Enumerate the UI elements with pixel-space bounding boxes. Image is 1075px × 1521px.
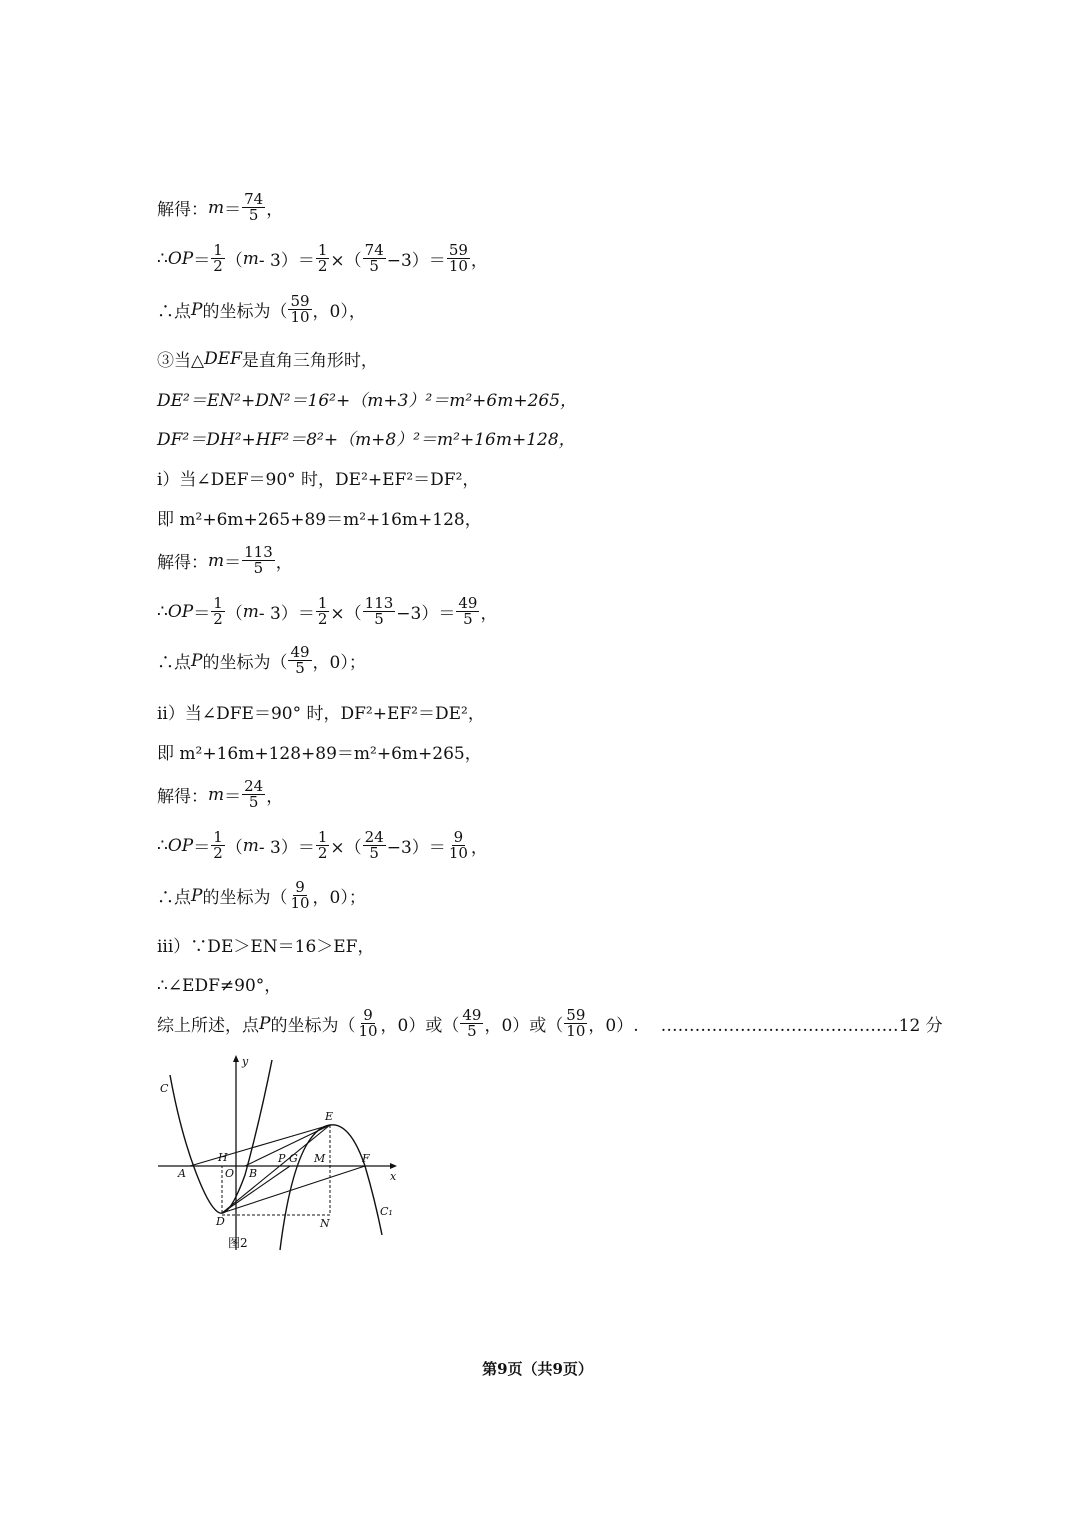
solution-line: ③当△ DEF 是直角三角形时， bbox=[157, 348, 378, 371]
solution-line: ∴∠EDF≠90°， bbox=[157, 976, 282, 996]
label-a: A bbox=[178, 1167, 186, 1180]
solution-line: ∴ OP ＝ $\frac{1}{2}$ （ m - 3）＝ $\frac{1}{2}$ ×（ $\frac{74}{5}$ −3）＝ $\frac{59}{10}$ ， bbox=[157, 241, 488, 275]
solution-line: DE²＝EN²+DN²＝16²+（m+3）²＝m²+6m+265， bbox=[157, 391, 578, 411]
fraction: $\frac{1}{2}$ bbox=[317, 241, 328, 275]
solution-line: 解得： m ＝ $\frac{24}{5}$ ， bbox=[157, 777, 284, 811]
parabola-c bbox=[170, 1060, 272, 1213]
figure-caption: 图2 bbox=[228, 1236, 248, 1250]
y-axis-arrow bbox=[233, 1055, 239, 1062]
fraction: $\frac{1}{2}$ bbox=[213, 594, 223, 628]
fraction: $\frac{59}{10}$ bbox=[290, 292, 310, 326]
solution-line: ∴ OP ＝ $\frac{1}{2}$ （ m - 3）＝ $\frac{1}{2}$ ×（ $\frac{24}{5}$ −3）＝ $\frac{9}{10}$ ， bbox=[157, 828, 488, 862]
fraction: $\frac{1}{2}$ bbox=[317, 594, 328, 628]
segment-de bbox=[222, 1125, 330, 1213]
label-d: D bbox=[216, 1215, 225, 1228]
fraction: $\frac{59}{10}$ bbox=[448, 241, 468, 275]
label-m: M bbox=[314, 1152, 326, 1165]
conclusion-line: 综上所述，点 P 的坐标为（ $\frac{9}{10}$ ，0）或（ $\frac{49}{5}$ ，0）或（ $\frac{59}{10}$ ，0）. ……………………………………12 分 bbox=[157, 1006, 943, 1040]
score-marker: ……………………………………12 分 bbox=[660, 1016, 943, 1036]
segment-df bbox=[222, 1166, 365, 1213]
segment-ae bbox=[190, 1125, 330, 1166]
label-p: P bbox=[278, 1152, 286, 1165]
solution-line: ∴ OP ＝ $\frac{1}{2}$ （ m - 3）＝ $\frac{1}{2}$ ×（ $\frac{113}{5}$ −3）＝ $\frac{49}{5}$ ， bbox=[157, 594, 498, 628]
fraction: $\frac{49}{5}$ bbox=[462, 1006, 482, 1040]
solution-line: DF²＝DH²+HF²＝8²+（m+8）²＝m²+16m+128， bbox=[157, 430, 576, 450]
solution-line: 即 m²+16m+128+89＝m²+6m+265， bbox=[157, 744, 482, 764]
fraction: $\frac{113}{5}$ bbox=[244, 543, 273, 577]
solution-line: ii）当∠DFE＝90° 时，DF²+EF²＝DE²， bbox=[157, 704, 485, 724]
solution-line: ∴点 P 的坐标为（ $\frac{9}{10}$ ，0）； bbox=[157, 878, 366, 912]
fraction: $\frac{24}{5}$ bbox=[364, 828, 384, 862]
solution-line: i）当∠DEF＝90° 时，DE²+EF²＝DF²， bbox=[157, 470, 480, 490]
parabola-c1 bbox=[280, 1125, 382, 1250]
parabola-figure bbox=[150, 1050, 410, 1255]
label-b: B bbox=[249, 1167, 258, 1180]
fraction: $\frac{9}{10}$ bbox=[448, 828, 468, 862]
fraction: $\frac{9}{10}$ bbox=[290, 878, 310, 912]
fraction: $\frac{1}{2}$ bbox=[213, 241, 223, 275]
fraction: $\frac{9}{10}$ bbox=[358, 1006, 378, 1040]
label-h: H bbox=[218, 1151, 228, 1164]
fraction: $\frac{74}{5}$ bbox=[364, 241, 384, 275]
label-c1: C₁ bbox=[380, 1205, 393, 1218]
label-x: x bbox=[390, 1170, 397, 1183]
fraction: $\frac{59}{10}$ bbox=[566, 1006, 586, 1040]
solution-line: iii）∵DE＞EN＝16＞EF， bbox=[157, 937, 375, 957]
fraction: $\frac{113}{5}$ bbox=[364, 594, 394, 628]
solution-line: ∴点 P 的坐标为（ $\frac{59}{10}$ ，0）， bbox=[157, 292, 366, 326]
label-y: y bbox=[242, 1055, 249, 1068]
fraction: $\frac{1}{2}$ bbox=[317, 828, 328, 862]
fraction: $\frac{1}{2}$ bbox=[213, 828, 223, 862]
solution-line: 解得： m ＝ $\frac{74}{5}$ ， bbox=[157, 190, 284, 224]
label-e: E bbox=[325, 1110, 334, 1123]
page-footer: 第9页（共9页） bbox=[482, 1360, 593, 1378]
fraction: $\frac{49}{5}$ bbox=[458, 594, 478, 628]
label-o: O bbox=[225, 1167, 235, 1180]
label-g: G bbox=[289, 1152, 298, 1165]
label-f: F bbox=[362, 1152, 370, 1165]
fraction: $\frac{24}{5}$ bbox=[244, 777, 264, 811]
x-axis-arrow bbox=[390, 1163, 397, 1169]
solution-line: ∴点 P 的坐标为（ $\frac{49}{5}$ ，0）； bbox=[157, 643, 366, 677]
solution-line: 即 m²+6m+265+89＝m²+16m+128， bbox=[157, 510, 482, 530]
fraction: $\frac{49}{5}$ bbox=[290, 643, 310, 677]
solution-line: 解得： m ＝ $\frac{113}{5}$ ， bbox=[157, 543, 293, 577]
label-c: C bbox=[160, 1082, 169, 1095]
label-n: N bbox=[320, 1217, 330, 1230]
fraction: $\frac{74}{5}$ bbox=[244, 190, 264, 224]
